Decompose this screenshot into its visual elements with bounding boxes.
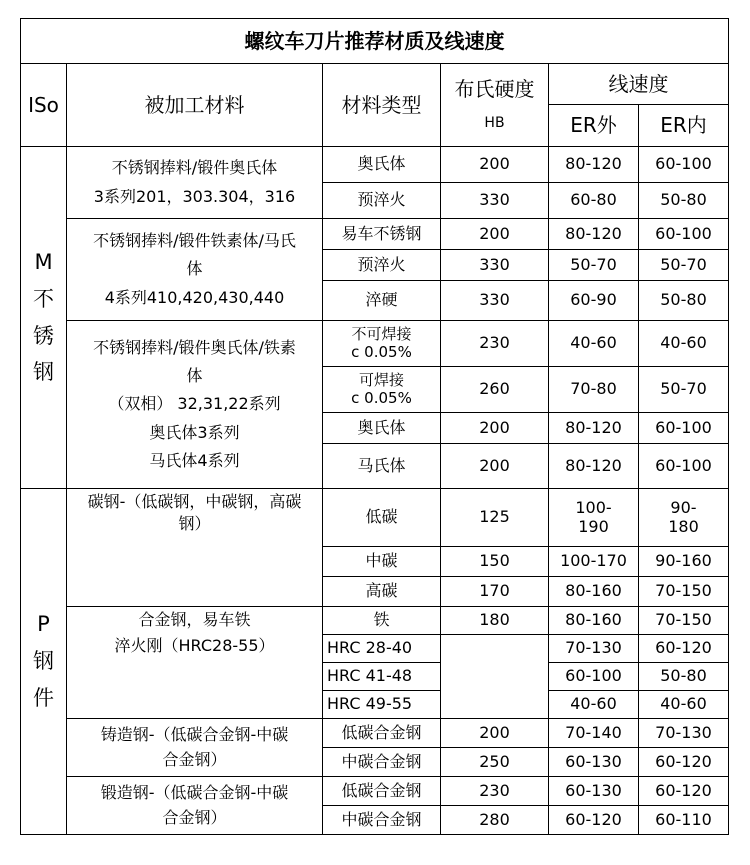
hb-cell: 150: [441, 547, 549, 577]
er-out-cell: 60-90: [549, 281, 639, 321]
hardness-header: [441, 64, 549, 147]
er-in-cell: 70-150: [639, 577, 729, 607]
cutting-speed-table: [20, 18, 729, 835]
hardness-unit: HB: [484, 115, 505, 132]
type-cell: 中碳合金钢: [323, 806, 441, 835]
type-cell: 高碳: [323, 577, 441, 607]
er-out-header: ER外: [549, 105, 639, 147]
er-out-cell: 80-160: [549, 607, 639, 635]
er-in-cell: 50-80: [639, 183, 729, 219]
er-in-cell: 50-80: [639, 663, 729, 691]
group-m-char: 锈: [33, 323, 54, 348]
type-cell: 可焊接 c 0.05%: [323, 367, 441, 413]
er-out-cell: 80-120: [549, 413, 639, 444]
er-in-cell: 70-150: [639, 607, 729, 635]
type-cell: 低碳合金钢: [323, 777, 441, 806]
er-in-cell: 40-60: [639, 691, 729, 719]
er-in-cell: 50-80: [639, 281, 729, 321]
material-line: 合金钢）: [162, 807, 227, 827]
hb-cell: 260: [441, 367, 549, 413]
er-out-cell: 60-120: [549, 806, 639, 835]
material-line: 碳钢-（低碳钢，中碳钢，高碳: [87, 492, 302, 511]
hb-cell: 170: [441, 577, 549, 607]
group-p-char: P: [37, 612, 50, 637]
er-in-cell: 60-100: [639, 219, 729, 250]
hb-cell: 230: [441, 777, 549, 806]
hb-cell: 230: [441, 321, 549, 367]
hb-cell: 200: [441, 219, 549, 250]
er-out-cell: 80-120: [549, 219, 639, 250]
er-out-cell: 80-120: [549, 147, 639, 183]
er-out-cell: 60-100: [549, 663, 639, 691]
material-line: 奥氏体3系列: [149, 422, 240, 442]
group-p-char: 件: [33, 685, 54, 710]
material-line: 铸造钢-（低碳合金钢-中碳: [100, 725, 289, 745]
spec-table-container: [20, 18, 729, 835]
type-cell: 预淬火: [323, 250, 441, 281]
hb-cell: 200: [441, 719, 549, 748]
er-out-cell: 70-140: [549, 719, 639, 748]
type-cell: 铁: [323, 607, 441, 635]
er-out-cell: 60-80: [549, 183, 639, 219]
group-m-char: 不: [33, 286, 54, 311]
er-out-cell: 70-80: [549, 367, 639, 413]
hb-cell: 330: [441, 281, 549, 321]
er-out-cell: 40-60: [549, 691, 639, 719]
material-cell: [67, 489, 323, 607]
material-line: 4系列410,420,430,440: [104, 287, 285, 307]
type-cell: HRC 28-40: [323, 635, 441, 663]
type-cell: 不可焊接 c 0.05%: [323, 321, 441, 367]
er-in-cell: 60-110: [639, 806, 729, 835]
hb-cell: 200: [441, 147, 549, 183]
material-line: （双相） 32,31,22系列: [108, 394, 281, 414]
hb-cell: 250: [441, 748, 549, 777]
type-cell: 马氏体: [323, 444, 441, 489]
type-cell: 淬硬: [323, 281, 441, 321]
hb-cell-empty: [441, 635, 549, 719]
material-line: 体: [186, 259, 203, 279]
material-cell: [67, 719, 323, 777]
type-cell: HRC 41-48: [323, 663, 441, 691]
material-line: 3系列201，303.304，316: [93, 186, 296, 206]
material-cell: [67, 607, 323, 719]
type-cell: HRC 49-55: [323, 691, 441, 719]
material-line: 钢）: [178, 514, 211, 534]
hardness-label: 布氏硬度: [454, 77, 535, 102]
hb-cell: 330: [441, 250, 549, 281]
er-out-cell: 50-70: [549, 250, 639, 281]
speed-header: 线速度: [549, 64, 729, 105]
type-header: 材料类型: [323, 64, 441, 147]
type-cell: 预淬火: [323, 183, 441, 219]
material-cell: [67, 147, 323, 219]
er-in-cell: 50-70: [639, 367, 729, 413]
type-cell: 低碳: [323, 489, 441, 547]
hb-cell: 280: [441, 806, 549, 835]
table-title: 螺纹车刀片推荐材质及线速度: [21, 19, 729, 64]
type-cell: 中碳: [323, 547, 441, 577]
er-out-cell: 70-130: [549, 635, 639, 663]
material-line: 合金钢）: [162, 749, 227, 769]
er-in-cell: 60-120: [639, 748, 729, 777]
material-cell: [67, 219, 323, 321]
group-m-char: 钢: [33, 360, 54, 385]
er-in-cell: 40-60: [639, 321, 729, 367]
er-in-cell: 50-70: [639, 250, 729, 281]
material-cell: [67, 777, 323, 835]
er-out-cell: 40-60: [549, 321, 639, 367]
er-in-cell: 60-100: [639, 147, 729, 183]
er-out-cell: 60-130: [549, 748, 639, 777]
group-p-char: 钢: [33, 649, 54, 674]
material-line: 马氏体4系列: [149, 451, 240, 471]
iso-header: ISo: [21, 64, 67, 147]
hb-cell: 200: [441, 444, 549, 489]
er-out-cell: 60-130: [549, 777, 639, 806]
er-in-cell: 60-120: [639, 635, 729, 663]
material-cell: [67, 321, 323, 489]
type-cell: 易车不锈钢: [323, 219, 441, 250]
type-cell: 中碳合金钢: [323, 748, 441, 777]
material-line: 不锈钢捧料/锻件奥氏体/铁素: [93, 337, 296, 357]
er-in-cell: 60-120: [639, 777, 729, 806]
group-p-label: [21, 489, 67, 835]
er-in-cell: 70-130: [639, 719, 729, 748]
er-in-header: ER内: [639, 105, 729, 147]
material-line: 淬火刚（HRC28-55）: [114, 636, 275, 656]
er-out-cell: 100-170: [549, 547, 639, 577]
material-line: 不锈钢捧料/锻件铁素体/马氏: [93, 230, 296, 250]
type-cell: 奥氏体: [323, 147, 441, 183]
er-in-cell: 60-100: [639, 444, 729, 489]
hb-cell: 200: [441, 413, 549, 444]
type-cell: 低碳合金钢: [323, 719, 441, 748]
er-in-cell: 90-160: [639, 547, 729, 577]
material-line: 体: [186, 365, 203, 385]
hb-cell: 180: [441, 607, 549, 635]
er-out-cell: 100- 190: [549, 489, 639, 547]
er-in-cell: 60-100: [639, 413, 729, 444]
material-line: 不锈钢捧料/锻件奥氏体: [111, 158, 278, 178]
er-out-cell: 80-160: [549, 577, 639, 607]
er-in-cell: 90- 180: [639, 489, 729, 547]
material-line: 合金钢，易车铁: [138, 610, 251, 629]
hb-cell: 125: [441, 489, 549, 547]
type-cell: 奥氏体: [323, 413, 441, 444]
material-header: 被加工材料: [67, 64, 323, 147]
group-m-label: [21, 147, 67, 489]
material-line: 锻造钢-（低碳合金钢-中碳: [100, 783, 289, 803]
hb-cell: 330: [441, 183, 549, 219]
group-m-char: M: [34, 250, 53, 274]
er-out-cell: 80-120: [549, 444, 639, 489]
